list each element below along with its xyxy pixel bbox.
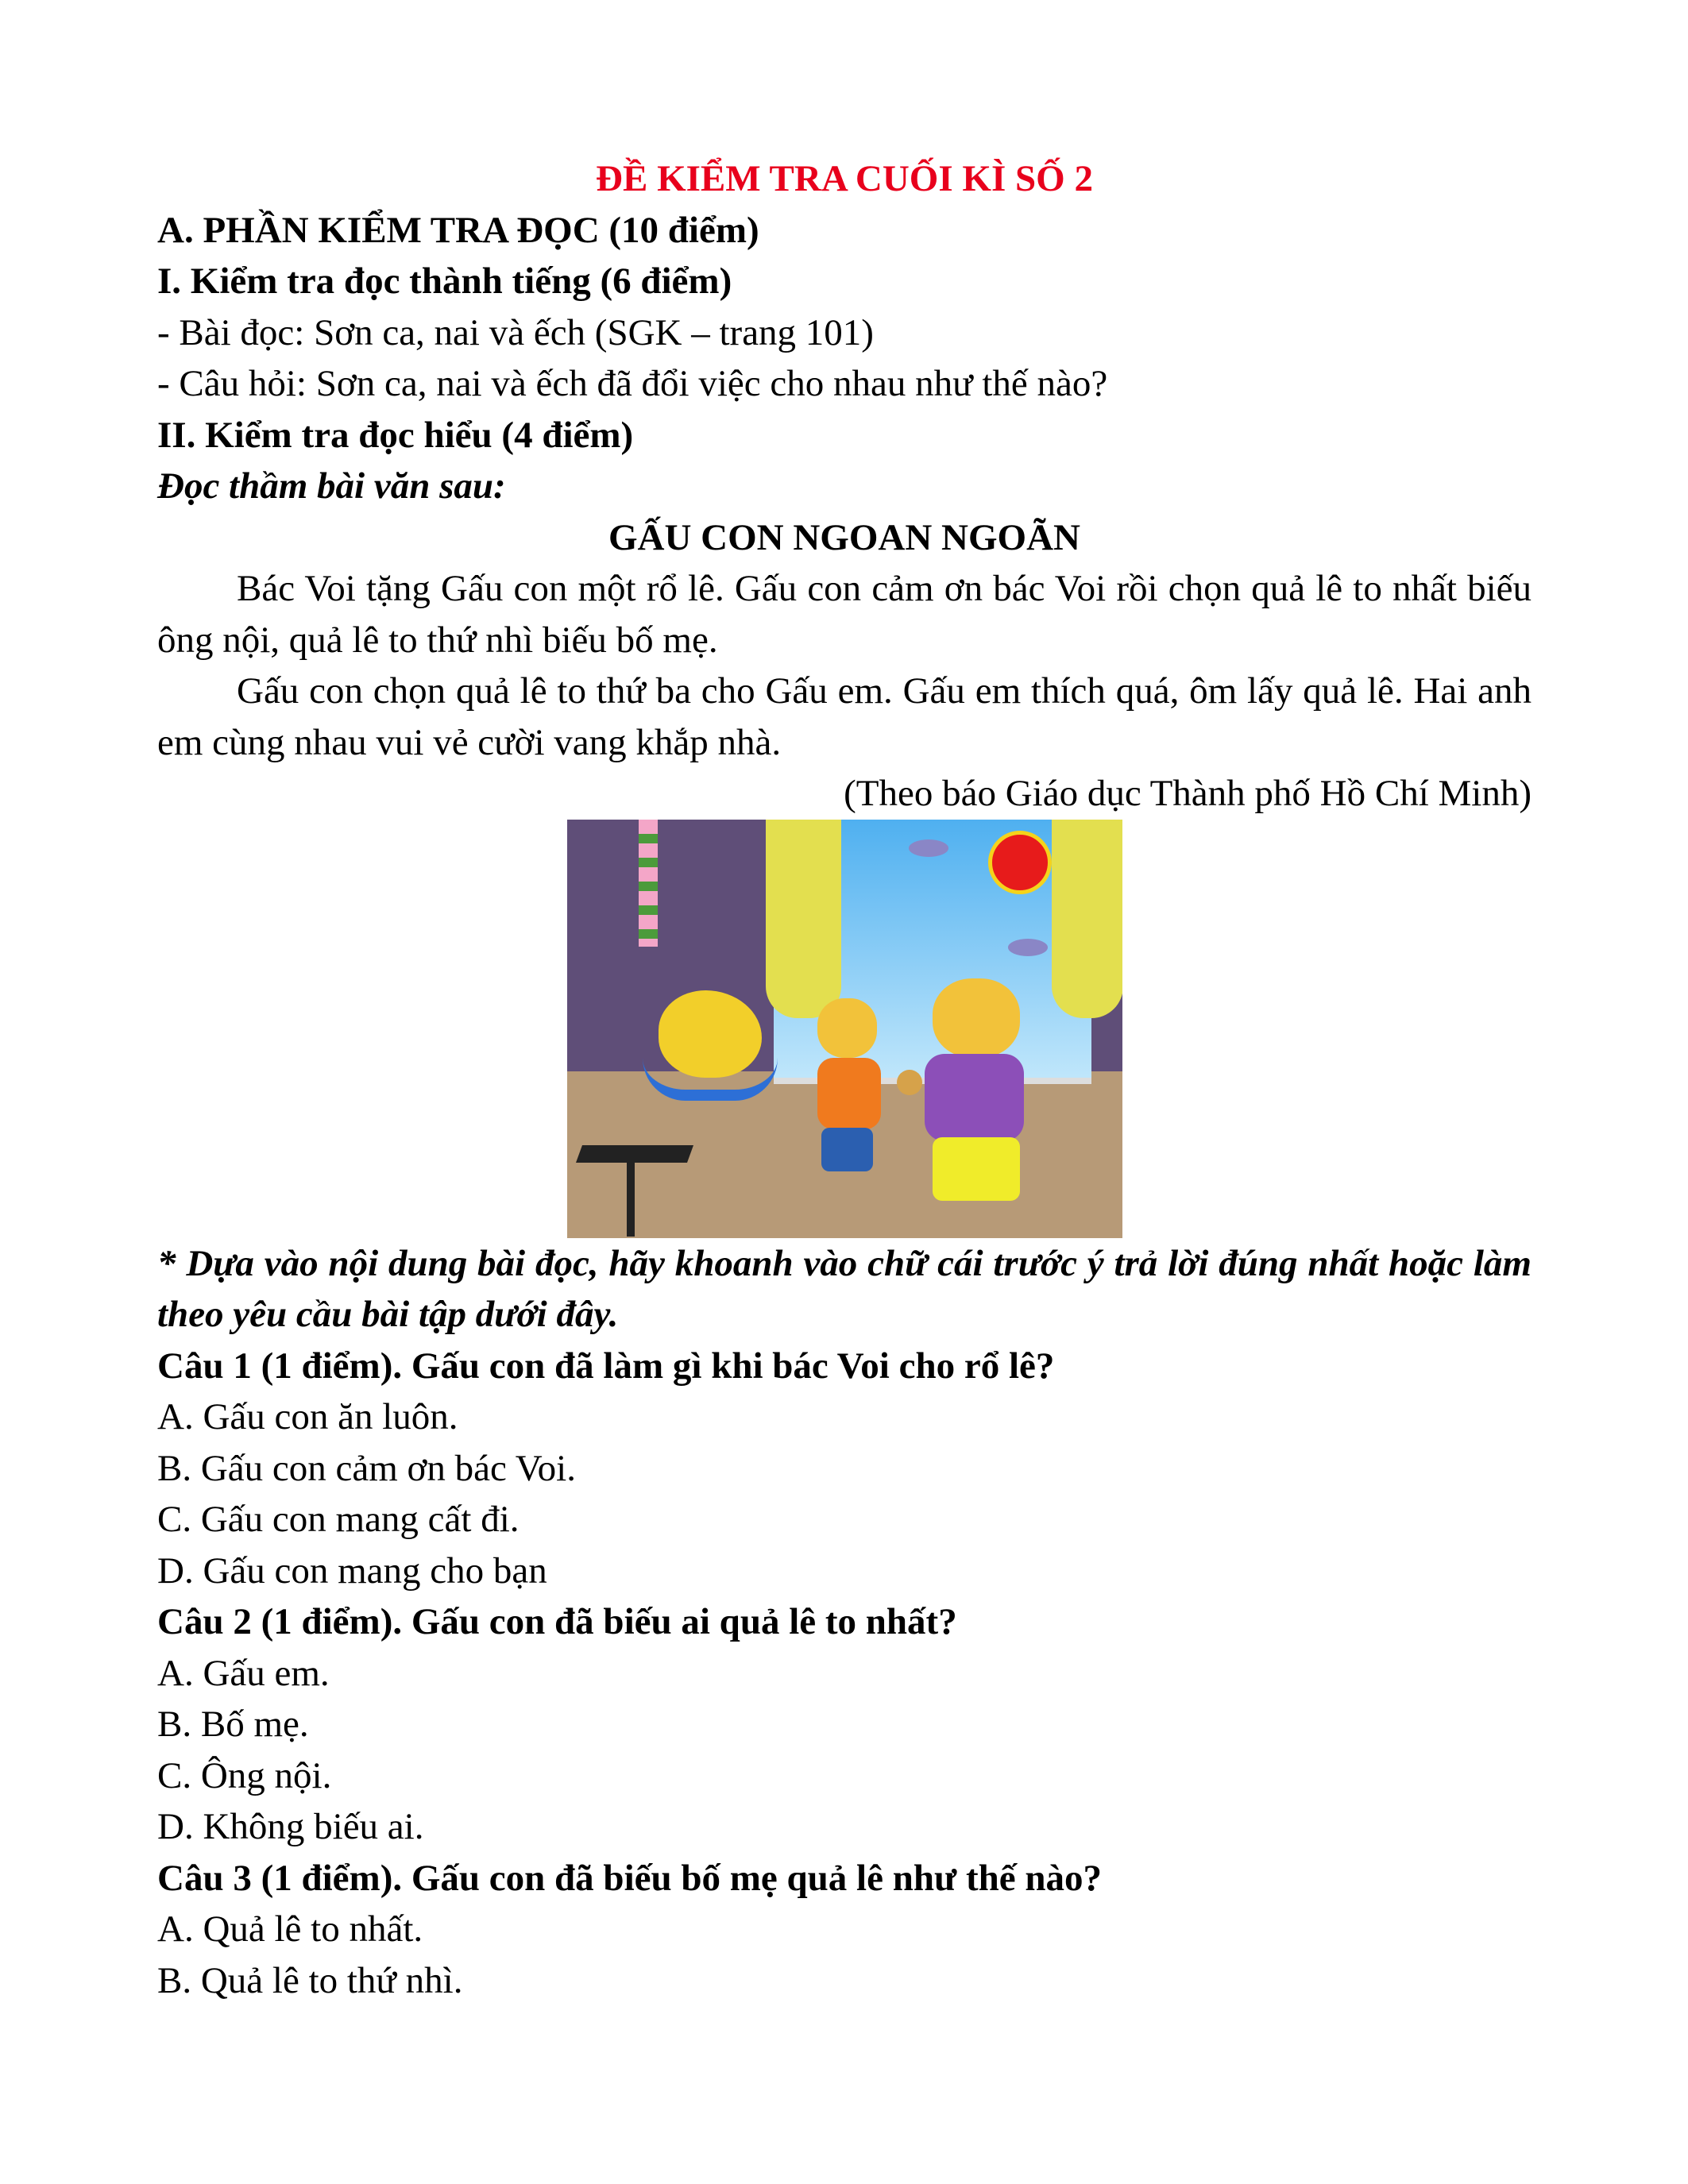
little-bear-body — [817, 1058, 881, 1129]
question-3-option: B. Quả lê to thứ nhì. — [157, 1959, 463, 2001]
story-paragraph: Gấu con chọn quả lê to thứ ba cho Gấu em. Gấu em thích quá, ôm lấy quả lê. Hai anh em cùng nhau vui vẻ cười vang khắp nhà. — [157, 670, 1532, 763]
curtain-right — [1052, 820, 1122, 1018]
bird-icon — [909, 839, 948, 857]
bird-icon — [1008, 939, 1048, 956]
question-2-option: B. Bố mẹ. — [157, 1704, 309, 1745]
sun-icon — [988, 831, 1052, 894]
part1-reading: - Bài đọc: Sơn ca, nai và ếch (SGK – trang 101) — [157, 311, 874, 353]
question-3-option: A. Quả lê to nhất. — [157, 1908, 423, 1950]
story-title: GẤU CON NGOAN NGOÃN — [608, 516, 1081, 558]
question-2: Câu 2 (1 điểm). Gấu con đã biếu ai quả lê to nhất? — [157, 1601, 957, 1642]
question-2-option: D. Không biếu ai. — [157, 1806, 424, 1847]
pear — [897, 1070, 922, 1095]
little-bear-pants — [821, 1128, 873, 1171]
question-1-option: B. Gấu con cảm ơn bác Voi. — [157, 1447, 576, 1489]
part2-heading: II. Kiểm tra đọc hiểu (4 điểm) — [157, 414, 634, 456]
question-1-option: C. Gấu con mang cất đi. — [157, 1499, 520, 1540]
question-3: Câu 3 (1 điểm). Gấu con đã biếu bố mẹ quả lê như thế nào? — [157, 1857, 1102, 1899]
story-paragraph: Bác Voi tặng Gấu con một rổ lê. Gấu con cảm ơn bác Voi rồi chọn quả lê to nhất biếu ông nội, quả lê to thứ nhì biếu bố mẹ. — [157, 568, 1532, 661]
part2-instruction: Đọc thầm bài văn sau: — [157, 465, 506, 507]
little-bear-head — [817, 998, 877, 1058]
document-title: ĐỀ KIỂM TRA CUỐI KÌ SỐ 2 — [596, 158, 1093, 199]
question-1-option: D. Gấu con mang cho bạn — [157, 1549, 547, 1592]
question-2-option: C. Ông nội. — [157, 1754, 332, 1796]
question-1: Câu 1 (1 điểm). Gấu con đã làm gì khi bác Voi cho rổ lê? — [157, 1345, 1055, 1387]
story-source: (Theo báo Giáo dục Thành phố Hồ Chí Minh) — [844, 773, 1532, 814]
flower-vine — [639, 820, 658, 947]
big-bear-pants — [933, 1137, 1020, 1201]
big-bear-body — [925, 1054, 1024, 1141]
small-table — [575, 1145, 693, 1163]
part1-heading: I. Kiểm tra đọc thành tiếng (6 điểm) — [157, 260, 732, 302]
table-leg — [627, 1161, 635, 1237]
question-2-option: A. Gấu em. — [157, 1652, 330, 1694]
part1-question: - Câu hỏi: Sơn ca, nai và ếch đã đổi việc cho nhau như thế nào? — [157, 363, 1108, 404]
rocker-base — [643, 1058, 778, 1101]
big-bear-head — [933, 978, 1020, 1058]
curtain-left — [766, 820, 841, 1018]
question-1-option: A. Gấu con ăn luôn. — [157, 1396, 458, 1437]
story-illustration — [567, 820, 1122, 1238]
document-page — [157, 153, 1532, 2006]
section-a-heading: A. PHẦN KIỂM TRA ĐỌC (10 điểm) — [157, 209, 759, 251]
task-instruction: * Dựa vào nội dung bài đọc, hãy khoanh vào chữ cái trước ý trả lời đúng nhất hoặc làm theo yêu cầu bài tập dưới đây. — [157, 1242, 1532, 1335]
